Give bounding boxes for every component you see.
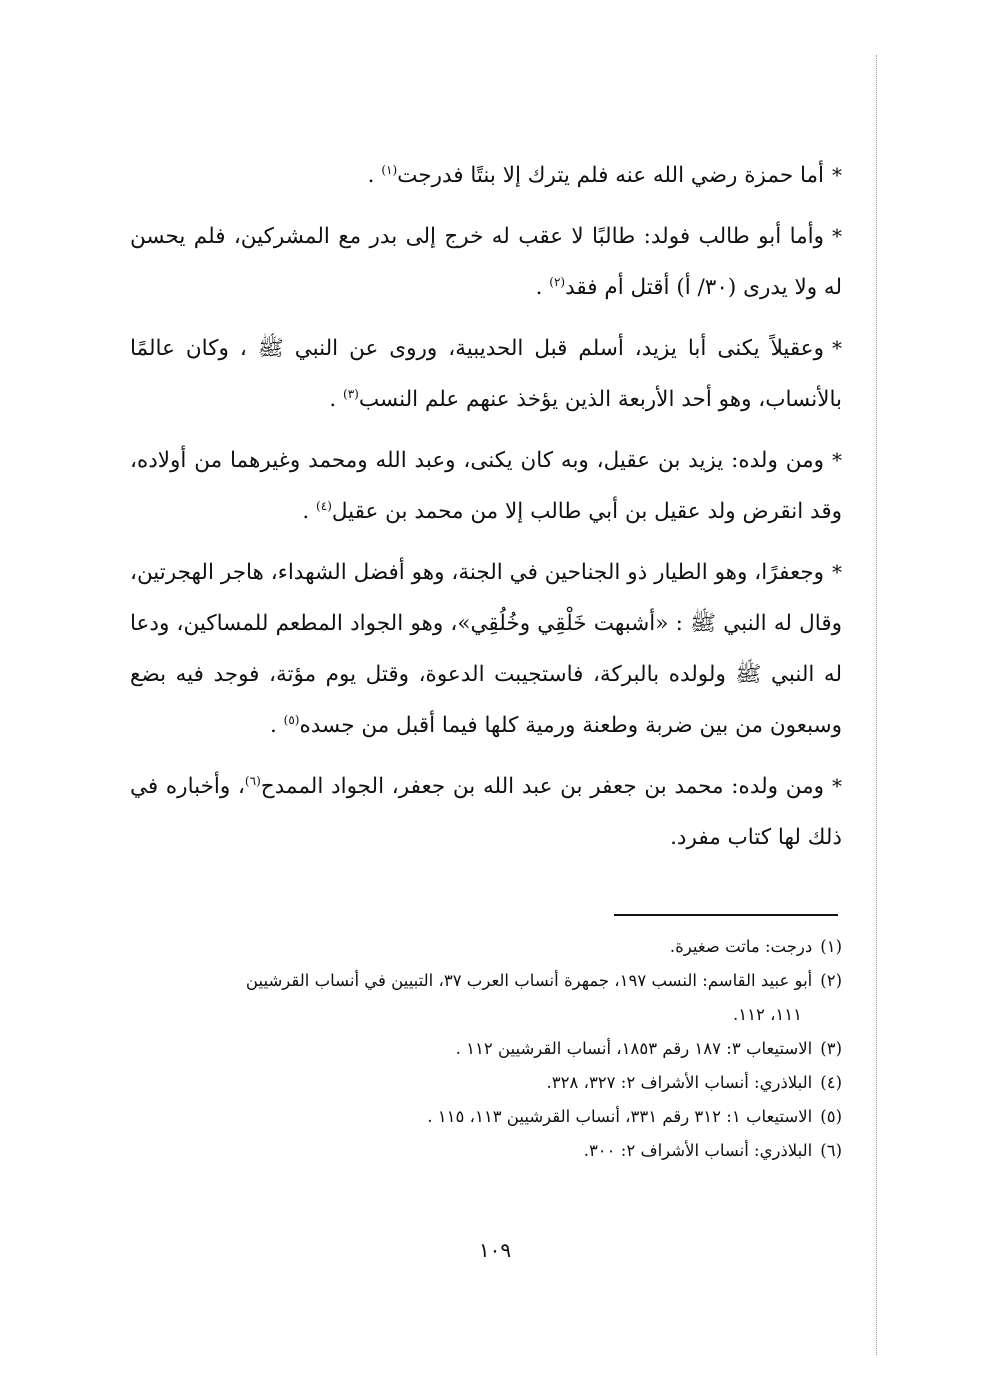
asterisk-bullet-icon: * bbox=[832, 560, 842, 584]
paragraph-jafar bbox=[130, 547, 842, 751]
paragraph-hamza bbox=[130, 150, 842, 201]
footnote-number: (٢) bbox=[820, 971, 842, 990]
footnote-2 bbox=[130, 964, 842, 998]
footnote-number: (٦) bbox=[820, 1141, 842, 1160]
asterisk-bullet-icon: * bbox=[832, 163, 842, 187]
paragraph-text: وأما أبو طالب فولد: طالبًا لا عقب له خرج إلى بدر مع المشركين، فلم يحسن له ولا يدرى (٣٠/ أ) أقتل أم فقد bbox=[130, 224, 842, 300]
footnote-6 bbox=[130, 1134, 842, 1168]
footnote-text: البلاذري: أنساب الأشراف ٢: ٣٠٠. bbox=[583, 1141, 813, 1160]
paragraph-text: وعقيلاً يكنى أبا يزيد، أسلم قبل الحديبية، وروى عن النبي ﷺ ، وكان عالمًا بالأنساب، وهو أحد الأربعة الذين يؤخذ عنهم علم النسب bbox=[130, 336, 842, 412]
paragraph-tail: . bbox=[535, 275, 550, 300]
footnote-text: البلاذري: أنساب الأشراف ٢: ٣٢٧، ٣٢٨. bbox=[546, 1073, 813, 1092]
footnote-number: (١) bbox=[820, 937, 842, 956]
paragraph-tail: . bbox=[329, 387, 343, 412]
paragraph-tail: . bbox=[269, 713, 284, 738]
paragraph-text: ومن ولده: يزيد بن عقيل، وبه كان يكنى، وعبد الله ومحمد وغيرهما من أولاده، وقد انقرض ولد عقيل بن أبي طالب إلا من محمد بن عقيل bbox=[130, 448, 842, 524]
paragraph-tail: . bbox=[302, 499, 317, 524]
footnote-number: (٣) bbox=[820, 1039, 842, 1058]
footnote-2-continuation: ١١١، ١١٢. bbox=[732, 1005, 802, 1024]
footnote-number: (٤) bbox=[820, 1073, 842, 1092]
paragraph-jafar-children bbox=[130, 761, 842, 863]
asterisk-bullet-icon: * bbox=[832, 336, 842, 360]
asterisk-bullet-icon: * bbox=[832, 448, 842, 472]
paragraph-aqil bbox=[130, 323, 842, 425]
asterisk-bullet-icon: * bbox=[832, 224, 842, 248]
footnote-ref: (٥) bbox=[283, 712, 300, 727]
footnote-4 bbox=[130, 1066, 842, 1100]
footnote-5 bbox=[130, 1100, 842, 1134]
footnotes bbox=[130, 930, 842, 1168]
footnote-ref: (٣) bbox=[343, 386, 359, 401]
page-number: ١٠٩ bbox=[478, 1238, 512, 1262]
paragraph-text: أما حمزة رضي الله عنه فلم يترك إلا بنتًا فدرجت bbox=[397, 163, 824, 188]
paragraph-text: ومن ولده: محمد بن جعفر بن عبد الله بن جعفر، الجواد الممدح bbox=[260, 774, 824, 799]
footnote-separator bbox=[614, 914, 838, 916]
asterisk-bullet-icon: * bbox=[832, 774, 842, 798]
footnote-ref: (٤) bbox=[316, 498, 332, 513]
footnote-number: (٥) bbox=[820, 1107, 842, 1126]
footnote-ref: (٢) bbox=[549, 274, 566, 289]
footnote-1 bbox=[130, 930, 842, 964]
footnote-3 bbox=[130, 1032, 842, 1066]
paragraph-aqil-children bbox=[130, 435, 842, 537]
footnote-text: الاستيعاب ٣: ١٨٧ رقم ١٨٥٣، أنساب القرشيين ١١٢ . bbox=[455, 1039, 813, 1058]
footnote-text: أبو عبيد القاسم: النسب ١٩٧، جمهرة أنساب العرب ٣٧، التبيين في أنساب القرشيين bbox=[245, 971, 813, 990]
footnote-ref: (٦) bbox=[244, 773, 261, 788]
main-text bbox=[130, 150, 842, 873]
paragraph-tail: . bbox=[367, 163, 382, 188]
footnote-ref: (١) bbox=[381, 162, 398, 177]
footnote-text: درجت: ماتت صغيرة. bbox=[669, 937, 813, 956]
footnote-text: الاستيعاب ١: ٣١٢ رقم ٣٣١، أنساب القرشيين ١١٣، ١١٥ . bbox=[427, 1107, 813, 1126]
paragraph-text: وجعفرًا، وهو الطيار ذو الجناحين في الجنة، وهو أفضل الشهداء، هاجر الهجرتين، وقال له النبي ﷺ : «أشبهت خَلْقِي وخُلُقِي»، وهو الجواد المطعم للمساكين، ودعا له النبي ﷺ ولولده بالبركة، فاستجيبت الدعوة، وقتل يوم مؤتة، فوجد فيه بضع وسبعون من بين ضربة وطعنة ورمية كلها فيما أقبل من جسده bbox=[130, 560, 842, 738]
binding-dotted-line bbox=[876, 55, 877, 1355]
paragraph-tail: ، وأخباره في ذلك لها كتاب مفرد. bbox=[130, 774, 842, 850]
paragraph-abu-talib bbox=[130, 211, 842, 313]
